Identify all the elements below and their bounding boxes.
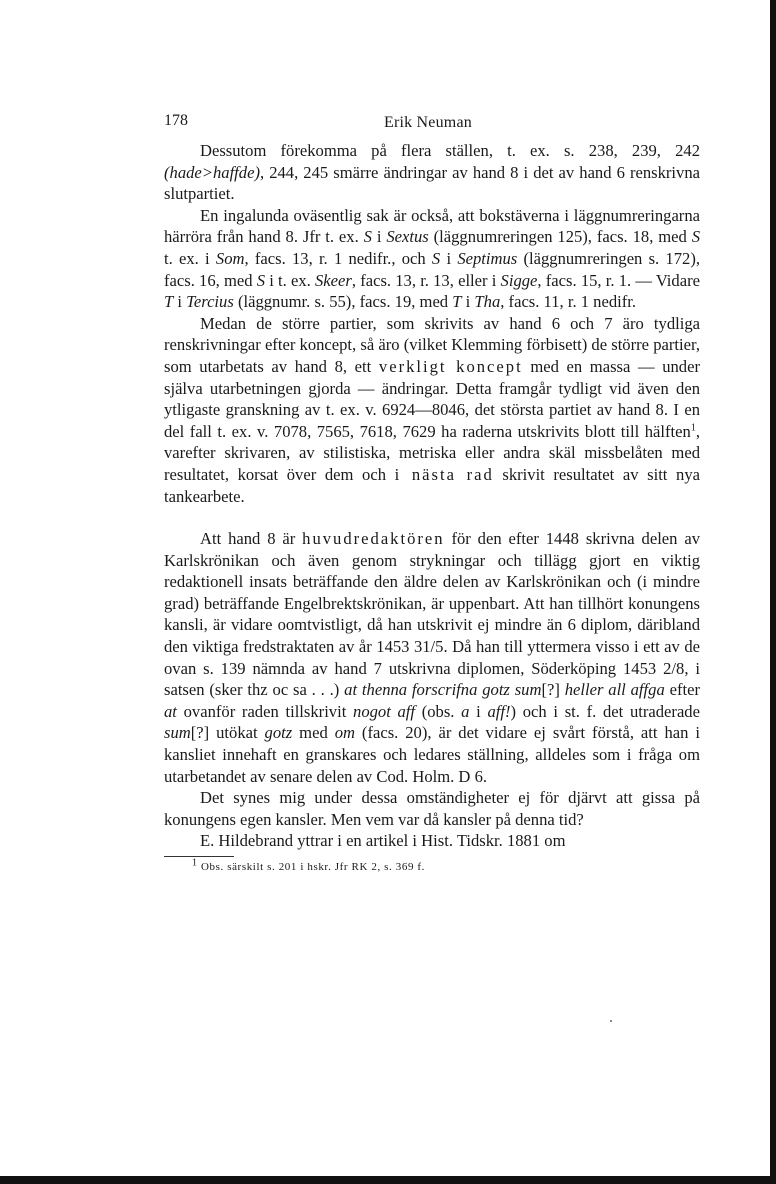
page-header <box>164 108 700 140</box>
paragraph-2 <box>164 205 700 313</box>
text-span: med en massa — under själva utarbetningen gjorda — ändringar. Detta framgår tydligt vid även den ytligaste granskning av t. ex. v. 6924—8046, det största partiet av hand 8. I en del fall t. ex. v. 7078, 7565, 7618, 7629 ha raderna utskrivits blott till hälften <box>164 356 700 441</box>
text-span: [?] utökat <box>190 723 265 743</box>
text-span: , i satsen (sker thz oc sa . . .) <box>164 658 700 700</box>
italic-term: S <box>691 227 700 247</box>
text-span: , facs. 13, r. 1 nedifr., och <box>244 248 432 268</box>
footnote-number: 1 <box>192 857 198 869</box>
scan-speck <box>610 1020 612 1022</box>
italic-term: S <box>431 248 441 268</box>
text-span: i <box>371 227 387 247</box>
text-span: i <box>469 701 488 721</box>
footnote <box>164 857 700 874</box>
italic-term: at thenna forscrifna gotz sum <box>344 680 542 700</box>
text-span: , varefter skrivaren, av stilistiska, metriska eller andra skäl missbelåten med resultatet, korsat över dem och <box>164 421 700 484</box>
text-span: Dessutom förekomma på flera ställen, t. ex. s. 238, 239, 242 <box>200 141 700 160</box>
text-span: skrivit resultatet av sitt nya tankearbete. <box>164 464 700 506</box>
footnote-marker: 1 <box>690 422 696 434</box>
text-span: , 244, 245 smärre ändringar av hand 8 i det av hand 6 renskrivna slutpartiet. <box>164 162 700 204</box>
footnote-rule <box>164 856 234 857</box>
italic-term: gotz <box>264 723 293 743</box>
text-span: . Då han till yttermera visso i ett av de ovan s. 139 nämnda av hand 7 utskrivna diplomen, Söderköping 1453 <box>164 637 700 678</box>
text-span: i <box>440 248 458 268</box>
text-span: för den efter 1448 skrivna delen av Karlskrönikan och även genom strykningar och tillägg gjort en viktig redaktionell insats beträffande den äldre delen av Karlskrönikan och (i mindre grad) beträffande Engelbrektskrönikan, är uppenbart. Att han tillhört konungens kansli, är vidare oomtvistligt, då han utskrivit ej mindre än 6 diplom, däribland den viktiga fredstraktaten av år 1453 <box>164 529 701 657</box>
spaced-emphasis: huvudredaktören <box>302 529 445 549</box>
italic-term: Sextus <box>386 227 429 247</box>
date-fraction: 2/8 <box>663 658 685 678</box>
text-span: , facs. 13, r. 13, eller i <box>351 270 501 290</box>
italic-term: T <box>452 292 462 312</box>
italic-term: aff! <box>487 701 511 721</box>
text-span: ) och i st. f. det utraderade <box>510 701 700 721</box>
text-span: (facs. 20), är det vidare ej svårt förstå, att han i kansliet innehaft en granskares och ledares ställning, alldeles som i fråga om utarbetandet av senare delen av Cod. Holm. D 6. <box>164 723 700 786</box>
text-span: i t. ex. <box>265 270 315 290</box>
italic-term: om <box>334 723 355 743</box>
text-span: i <box>173 292 187 312</box>
italic-term: nogot aff <box>353 701 416 721</box>
text-span: t. ex. i <box>164 248 216 268</box>
italic-term: S <box>363 227 372 247</box>
italic-term: heller all affga <box>564 680 665 700</box>
text-span: , facs. 11, r. 1 nedifr. <box>500 292 637 312</box>
spaced-emphasis: verkligt koncept <box>378 356 523 376</box>
book-page <box>164 108 700 874</box>
text-span: Medan de större partier, som skrivits av hand 6 och 7 äro tydliga renskrivningar efter koncept, så äro (vilket Klemming förbisett) de större partier, som utarbetats av hand 8, ett <box>164 313 700 376</box>
italic-term: Som <box>215 248 245 268</box>
text-span: (läggnumreringen s. 172), facs. 16, med <box>164 248 700 290</box>
spaced-emphasis: i nästa rad <box>394 464 494 484</box>
scan-edge-bottom <box>0 1176 776 1184</box>
text-span: [?] <box>541 680 565 700</box>
running-head: Erik Neuman <box>384 114 472 131</box>
text-span: Att hand 8 är <box>200 529 303 549</box>
scan-edge-right <box>770 0 776 1184</box>
italic-term: Tercius <box>186 292 234 312</box>
date-fraction: 31/5 <box>413 637 444 657</box>
italic-term: S <box>256 270 266 290</box>
text-span: (obs. <box>415 701 462 721</box>
section-gap <box>164 507 700 528</box>
text-span: (läggnumreringen 125), facs. 18, med <box>428 227 692 247</box>
paragraph-5: Det synes mig under dessa omständigheter ej för djärvt att gissa på konungens egen kansler. Men vem var då kansler på denna tid? <box>164 788 700 829</box>
text-span: , facs. 15, r. 1. — Vidare <box>537 270 700 290</box>
text-span: En ingalunda oväsentlig sak är också, att bokstäverna i läggnumreringarna härröra från hand 8. Jfr t. ex. <box>164 205 700 247</box>
italic-term: (hade>haffde) <box>164 162 260 182</box>
paragraph-1 <box>164 140 700 205</box>
italic-term: sum <box>164 723 191 743</box>
italic-term: T <box>164 292 174 312</box>
text-span: efter <box>664 680 700 700</box>
footnote-text: Obs. särskilt s. 201 i hskr. Jfr RK 2, s. 369 f. <box>200 861 426 873</box>
paragraph-4 <box>164 528 700 787</box>
text-span: ovanför raden tillskrivit <box>176 701 354 721</box>
italic-term: a <box>461 701 470 721</box>
paragraph-6: E. Hildebrand yttrar i en artikel i Hist. Tidskr. 1881 om <box>200 831 566 851</box>
italic-term: at <box>164 701 177 721</box>
paragraph-3 <box>164 313 700 507</box>
italic-term: Septimus <box>457 248 518 268</box>
italic-term: Sigge <box>500 270 538 290</box>
text-span: med <box>292 723 335 743</box>
text-span: i <box>461 292 475 312</box>
italic-term: Skeer <box>315 270 352 290</box>
italic-term: Tha <box>474 292 501 312</box>
text-span: (läggnumr. s. 55), facs. 19, med <box>233 292 453 312</box>
page-number: 178 <box>164 112 188 129</box>
